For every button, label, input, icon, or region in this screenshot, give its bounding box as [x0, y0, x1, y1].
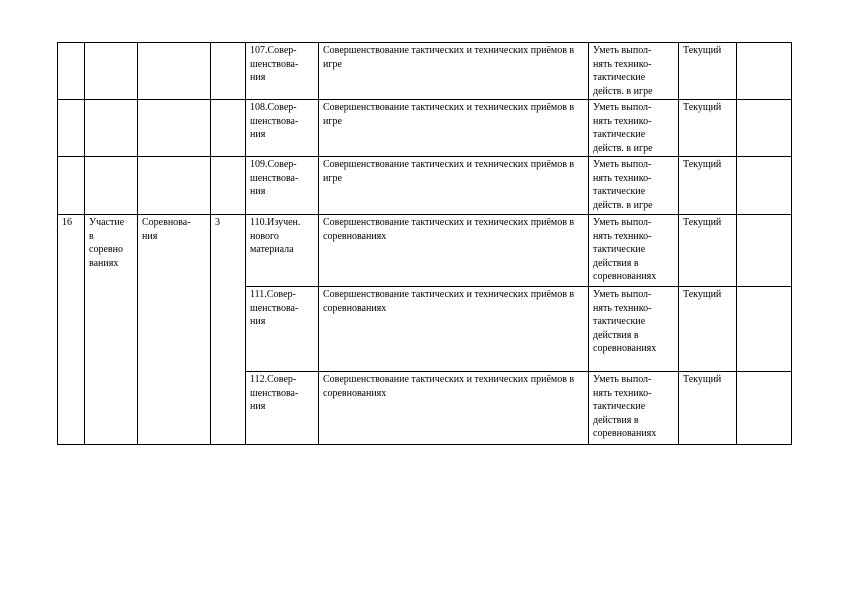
table-row [58, 157, 792, 215]
section-number: 16 [58, 215, 85, 445]
lesson-cell: 109.Совер- шенствова- ния [246, 157, 319, 215]
content-cell: Совершенствование тактических и технических приёмов в игре [319, 100, 589, 157]
table-row [58, 100, 792, 157]
section-form-cell-empty [138, 43, 211, 100]
extra-cell [737, 100, 792, 157]
extra-cell [737, 215, 792, 287]
lesson-cell: 108.Совер- шенствова- ния [246, 100, 319, 157]
skills-cell: Уметь выпол- нять технико- тактические действия в соревнованиях [589, 372, 679, 445]
skills-cell: Уметь выпол- нять технико- тактические действ. в игре [589, 157, 679, 215]
control-cell: Текущий [679, 215, 737, 287]
table-row [58, 43, 792, 100]
section-topic-cell-empty [85, 157, 138, 215]
skills-cell: Уметь выпол- нять технико- тактические действия в соревнованиях [589, 215, 679, 287]
content-cell: Совершенствование тактических и технических приёмов в игре [319, 43, 589, 100]
section-number-cell-empty [58, 43, 85, 100]
control-cell: Текущий [679, 157, 737, 215]
skills-cell: Уметь выпол- нять технико- тактические действ. в игре [589, 43, 679, 100]
lesson-cell: 107.Совер- шенствова- ния [246, 43, 319, 100]
lesson-cell: 110.Изучен. нового материала [246, 215, 319, 287]
control-cell: Текущий [679, 372, 737, 445]
content-cell: Совершенствование тактических и технических приёмов в соревнованиях [319, 215, 589, 287]
section-topic-cell-empty [85, 43, 138, 100]
lesson-cell: 111.Совер- шенствова- ния [246, 287, 319, 372]
section-hours-cell-empty [211, 157, 246, 215]
section-form-cell-empty [138, 100, 211, 157]
content-cell: Совершенствование тактических и технических приёмов в соревнованиях [319, 372, 589, 445]
content-cell: Совершенствование тактических и технических приёмов в игре [319, 157, 589, 215]
extra-cell [737, 43, 792, 100]
skills-cell: Уметь выпол- нять технико- тактические действия в соревнованиях [589, 287, 679, 372]
section-hours-cell-empty [211, 43, 246, 100]
control-cell: Текущий [679, 43, 737, 100]
extra-cell [737, 287, 792, 372]
section-number-cell-empty [58, 157, 85, 215]
section-number-cell-empty [58, 100, 85, 157]
skills-cell: Уметь выпол- нять технико- тактические действ. в игре [589, 100, 679, 157]
extra-cell [737, 157, 792, 215]
section-hours-cell-empty [211, 100, 246, 157]
content-cell: Совершенствование тактических и технических приёмов в соревнованиях [319, 287, 589, 372]
table-row [58, 215, 792, 287]
section-topic-cell-empty [85, 100, 138, 157]
lesson-cell: 112.Совер- шенствова- ния [246, 372, 319, 445]
extra-cell [737, 372, 792, 445]
section-form: Соревнова- ния [138, 215, 211, 445]
section-form-cell-empty [138, 157, 211, 215]
lesson-plan-table [57, 42, 792, 445]
section-hours: 3 [211, 215, 246, 445]
control-cell: Текущий [679, 287, 737, 372]
section-topic: Участие в соревно ваниях [85, 215, 138, 445]
control-cell: Текущий [679, 100, 737, 157]
